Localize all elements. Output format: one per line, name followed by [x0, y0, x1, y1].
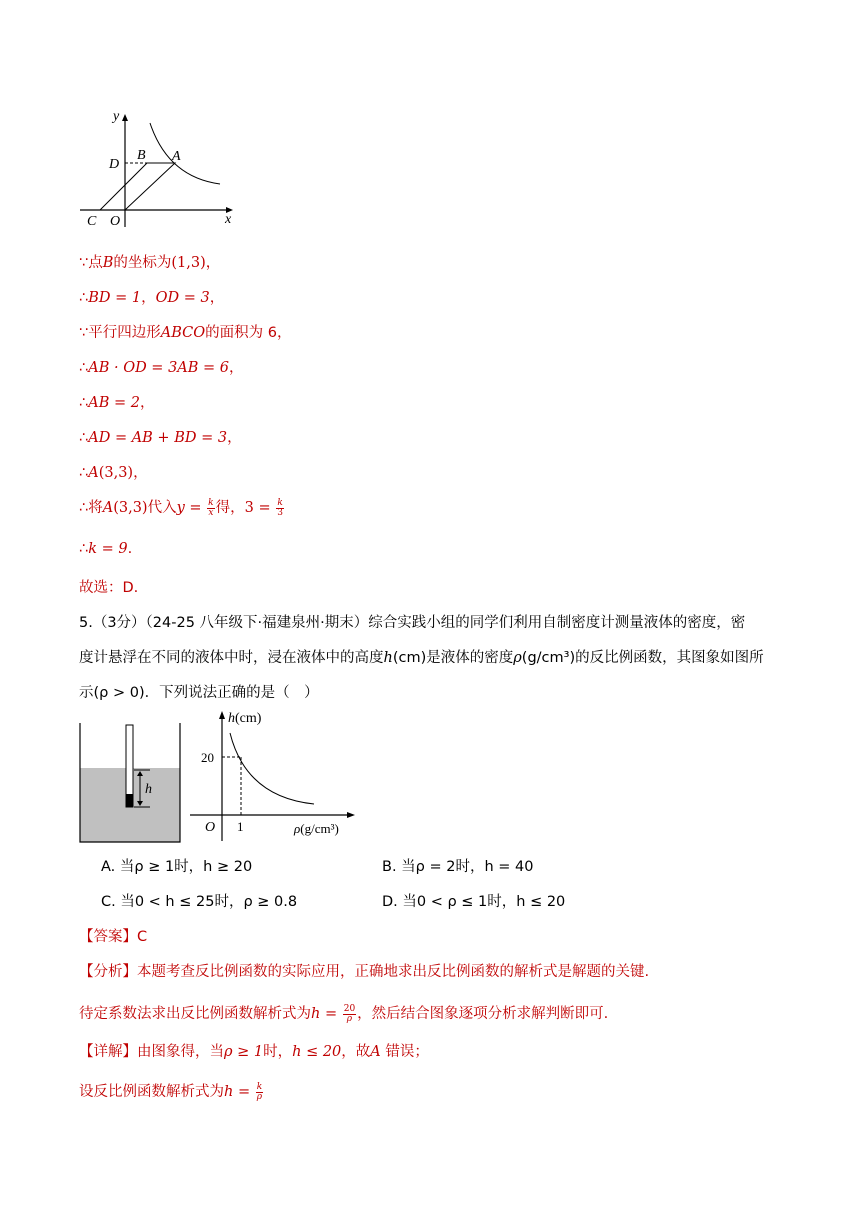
option-a: A. 当ρ ≥ 1时，h ≥ 20 — [101, 859, 253, 875]
inverse-curve — [230, 733, 314, 804]
graph-y20-label: 20 — [201, 750, 214, 765]
answer-value: C — [137, 929, 148, 945]
analysis-line-1: 【分析】本题考查反比例函数的实际应用，正确地求出反比例函数的解析式是解题的关键. — [79, 964, 650, 980]
figure-parallelogram-graph — [78, 105, 243, 230]
option-c: C. 当0 < h ≤ 25时，ρ ≥ 0.8 — [101, 894, 298, 910]
analysis-tag: 【分析】 — [79, 964, 137, 980]
graph-h-label: h(cm) — [228, 711, 262, 726]
solution-line-9: ∴k = 9. — [79, 541, 133, 557]
detail-line-2: 设反比例函数解析式为h = $\frac{k}{\rho}$ — [79, 1081, 263, 1102]
graph-origin-label: O — [205, 820, 216, 835]
label-d: D — [109, 157, 120, 172]
solution-line-3: ∵平行四边形ABCO的面积为 6， — [79, 325, 292, 341]
analysis-line-2: 待定系数法求出反比例函数解析式为h = $\frac{20}{\rho}$ ，然后结合图象逐项分析求解判断即可. — [79, 1003, 609, 1024]
fraction-k-over-x: $\frac{k}{x}$ — [208, 497, 214, 518]
graph-x1-label: 1 — [237, 819, 244, 834]
label-a: A — [172, 149, 181, 164]
y-axis-arrow — [122, 114, 128, 121]
h-axis-arrow — [219, 711, 225, 719]
rho-axis-arrow — [347, 812, 355, 818]
answer-line — [79, 925, 147, 946]
detail-line-1: 【详解】由图象得，当ρ ≥ 1时，h ≤ 20，故A 错误； — [79, 1044, 429, 1060]
solution-line-1: ∵点B的坐标为(1,3)， — [79, 255, 221, 271]
label-y: y — [113, 109, 120, 124]
question5-line3: 示(ρ > 0)．下列说法正确的是（ ） — [79, 685, 319, 701]
label-c: C — [87, 214, 97, 229]
option-d: D. 当0 < ρ ≤ 1时，h ≤ 20 — [382, 894, 566, 910]
solution-line-5: ∴AB = 2， — [79, 395, 155, 411]
answer-tag: 【答案】 — [79, 929, 137, 945]
solution-line-8: ∴将A(3,3)代入y = $\frac{k}{x}$ 得，3 = $\frac{k}{3}$ — [79, 497, 283, 518]
fraction-k-over-rho: $\frac{k}{\rho}$ — [256, 1081, 263, 1102]
question5-line1: 5.（3分）（24-25 八年级下·福建泉州·期末）综合实践小组的同学们利用自制密度计测量液体的密度，密 — [79, 615, 746, 631]
graph-rho-label: ρ(g/cm³) — [294, 821, 339, 836]
solution-line-10: 故选：D. — [79, 580, 139, 596]
solution-line-7: ∴A(3,3)， — [79, 465, 148, 481]
label-x: x — [225, 212, 232, 227]
label-b: B — [137, 148, 146, 163]
hyperbola-curve — [150, 123, 220, 184]
fraction-20-over-rho: $\frac{20}{\rho}$ — [343, 1003, 356, 1024]
density-meter-weight — [126, 794, 133, 807]
fraction-k-over-3: $\frac{k}{3}$ — [277, 497, 283, 518]
beaker-h-label: h — [145, 782, 152, 797]
question5-line2: 度计悬浮在不同的液体中时，浸在液体中的高度h(cm)是液体的密度ρ(g/cm³)的反比例函数，其图象如图所 — [79, 650, 764, 666]
solution-line-4: ∴AB · OD = 3AB = 6， — [79, 360, 244, 376]
option-b: B. 当ρ = 2时，h = 40 — [382, 859, 534, 875]
detail-tag: 【详解】 — [79, 1044, 137, 1060]
solution-line-2: ∴BD = 1，OD = 3， — [79, 290, 225, 306]
figure-density-meter — [78, 705, 368, 845]
solution-line-6: ∴AD = AB + BD = 3， — [79, 430, 242, 446]
label-o: O — [110, 214, 121, 229]
